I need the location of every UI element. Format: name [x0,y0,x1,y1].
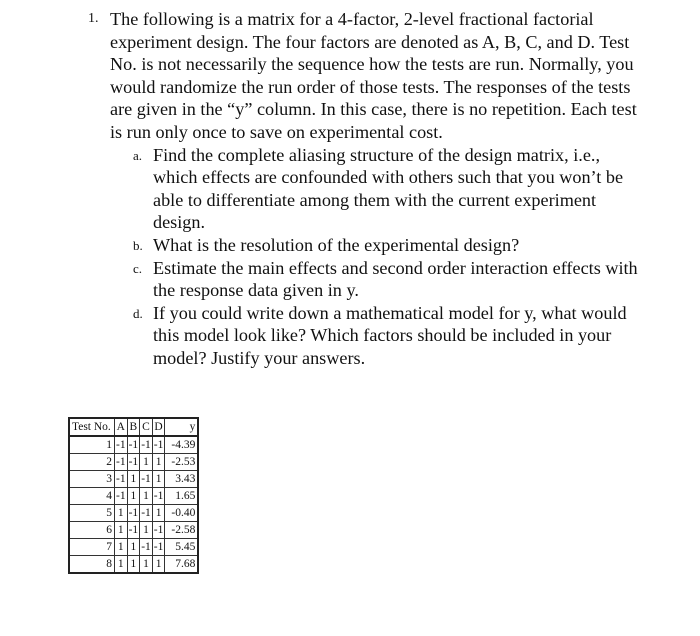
part-c [133,257,648,302]
cell-d: 1 [152,454,165,471]
cell-d: -1 [152,539,165,556]
question-text: The following is a matrix for a 4-factor, 2-level fractional factorial experiment design. The four factors are denoted as A, B, C, and D. Test No. is not necessarily the sequence how the tests are run. Normally, you would randomize the run order of those tests. The responses of the tests are given in the “y” column. In this case, there is no repetition. Each test is run only once to save on experimental cost. [110,9,637,142]
cell-c: 1 [140,488,153,505]
header-factor-c: C [140,418,153,436]
header-factor-b: B [127,418,140,436]
cell-a: -1 [115,471,128,488]
cell-test-no: 4 [69,488,115,505]
design-matrix-table [68,417,199,574]
cell-b: 1 [127,556,140,574]
cell-a: -1 [115,436,128,454]
cell-y: -0.40 [165,505,199,522]
cell-test-no: 2 [69,454,115,471]
part-text: Estimate the main effects and second order interaction effects with the response data given in y. [153,257,638,301]
cell-y: 5.45 [165,539,199,556]
part-b [133,234,648,257]
header-factor-d: D [152,418,165,436]
cell-test-no: 3 [69,471,115,488]
cell-c: -1 [140,471,153,488]
cell-y: 3.43 [165,471,199,488]
cell-a: 1 [115,539,128,556]
cell-a: -1 [115,488,128,505]
cell-y: 1.65 [165,488,199,505]
cell-d: 1 [152,505,165,522]
part-text: If you could write down a mathematical model for y, what would this model look like? Which factors should be included in your model? Justify your answers. [153,302,627,368]
cell-test-no: 5 [69,505,115,522]
header-factor-a: A [115,418,128,436]
cell-b: -1 [127,522,140,539]
cell-a: -1 [115,454,128,471]
cell-c: -1 [140,505,153,522]
part-letter: c. [133,260,143,276]
cell-y: -2.58 [165,522,199,539]
cell-a: 1 [115,505,128,522]
cell-y: -2.53 [165,454,199,471]
table-row [69,522,198,539]
cell-b: -1 [127,505,140,522]
cell-a: 1 [115,522,128,539]
part-letter: d. [133,305,143,321]
cell-b: 1 [127,471,140,488]
part-a [133,144,648,234]
header-test-no: Test No. [69,418,115,436]
cell-c: 1 [140,522,153,539]
cell-test-no: 1 [69,436,115,454]
cell-c: -1 [140,539,153,556]
table-row [69,471,198,488]
cell-c: 1 [140,454,153,471]
table-row [69,556,198,574]
cell-a: 1 [115,556,128,574]
cell-test-no: 6 [69,522,115,539]
table-header-row [69,418,198,436]
cell-b: -1 [127,454,140,471]
cell-test-no: 8 [69,556,115,574]
cell-d: -1 [152,522,165,539]
part-letter: a. [133,147,143,163]
cell-test-no: 7 [69,539,115,556]
cell-d: 1 [152,471,165,488]
cell-c: -1 [140,436,153,454]
cell-c: 1 [140,556,153,574]
part-text: Find the complete aliasing structure of the design matrix, i.e., which effects are confounded with others such that you won’t be able to differentiate among them with the current experiment design. [153,144,624,233]
header-y: y [165,418,199,436]
table-row [69,488,198,505]
part-text: What is the resolution of the experimental design? [153,234,520,255]
table-row [69,539,198,556]
table-row [69,436,198,454]
table-row [69,454,198,471]
cell-y: 7.68 [165,556,199,574]
cell-b: -1 [127,436,140,454]
cell-b: 1 [127,539,140,556]
cell-d: -1 [152,488,165,505]
problem-document [88,8,648,370]
cell-y: -4.39 [165,436,199,454]
question-number: 1. [88,11,99,26]
cell-d: -1 [152,436,165,454]
table-row [69,505,198,522]
cell-b: 1 [127,488,140,505]
question-1 [88,8,648,144]
part-letter: b. [133,237,143,253]
part-d [133,302,648,370]
cell-d: 1 [152,556,165,574]
